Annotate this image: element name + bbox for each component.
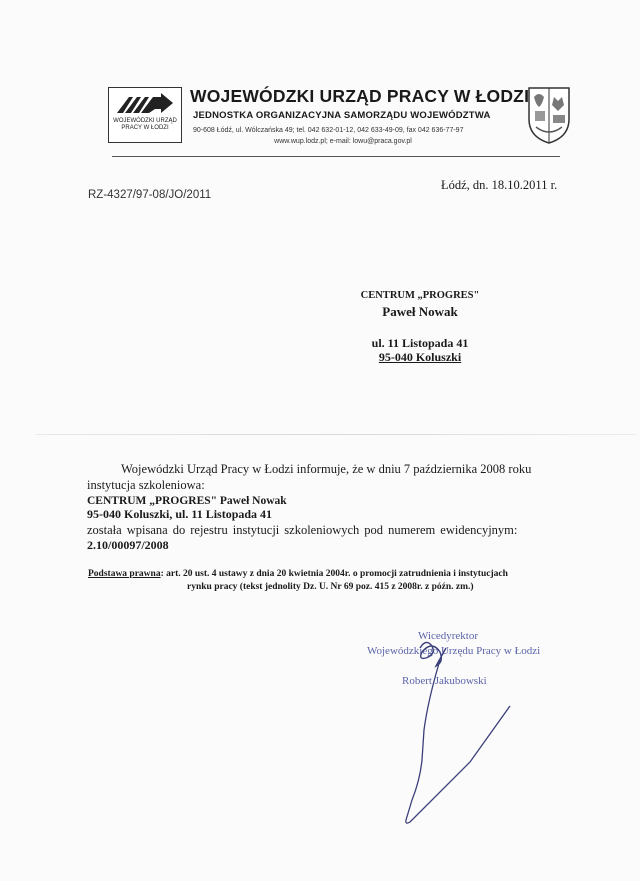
wup-logo	[108, 87, 182, 143]
recipient-name: Paweł Nowak	[382, 304, 458, 319]
recipient-company: CENTRUM „PROGRES"	[360, 290, 480, 301]
registration-number: 2.10/00097/2008	[87, 538, 169, 552]
address-line: 90-608 Łódź, ul. Wólczańska 49; tel. 042 632-01-12, 042 633-49-09, fax 042 636-77-97	[193, 127, 464, 134]
handwritten-signature	[360, 620, 550, 840]
logo-caption: WOJEWÓDZKI URZĄD PRACY W ŁODZI	[113, 118, 177, 131]
body-institution-address: 95-040 Koluszki, ul. 11 Listopada 41	[87, 507, 273, 521]
legal-basis	[88, 569, 508, 579]
coat-of-arms-icon	[526, 85, 572, 145]
stamp-office: Wojewódzkiego Urzędu Pracy w Łodzi	[367, 645, 541, 657]
legal-basis-continuation: rynku pracy (tekst jednolity Dz. U. Nr 69 poz. 415 z 2008r. z późn. zm.)	[187, 582, 474, 592]
recipient-postal-city: 95-040 Koluszki	[378, 350, 462, 364]
reference-number: RZ-4327/97-08/JO/2011	[88, 189, 212, 201]
recipient-street: ul. 11 Listopada 41	[371, 336, 469, 350]
organization-name: WOJEWÓDZKI URZĄD PRACY W ŁODZI	[190, 86, 530, 106]
body-line-1: Wojewódzki Urząd Pracy w Łodzi informuje, że w dniu 7 października 2008 roku	[121, 462, 532, 476]
legal-basis-label: Podstawa prawna	[88, 569, 161, 579]
body-line-5: została wpisana do rejestru instytucji szkoleniowych pod numerem ewidencyjnym:	[87, 523, 518, 537]
legal-basis-text: : art. 20 ust. 4 ustawy z dnia 20 kwietnia 2004r. o promocji zatrudnienia i instytucjach	[160, 569, 508, 579]
paper-fold-line	[36, 434, 636, 435]
body-institution: CENTRUM „PROGRES" Paweł Nowak	[87, 495, 287, 507]
letter-date: Łódź, dn. 18.10.2011 r.	[441, 178, 558, 192]
contact-line: www.wup.lodz.pl; e-mail: lowu@praca.gov.pl	[274, 138, 412, 145]
stamp-title: Wicedyrektor	[418, 630, 479, 642]
organization-subtitle: JEDNOSTKA ORGANIZACYJNA SAMORZĄDU WOJEWÓDZTWA	[193, 110, 491, 121]
body-line-2: instytucja szkoleniowa:	[87, 478, 205, 492]
logo-arrows-icon	[115, 91, 175, 117]
stamp-name: Robert Jakubowski	[402, 675, 487, 687]
letterhead-divider	[112, 156, 560, 157]
